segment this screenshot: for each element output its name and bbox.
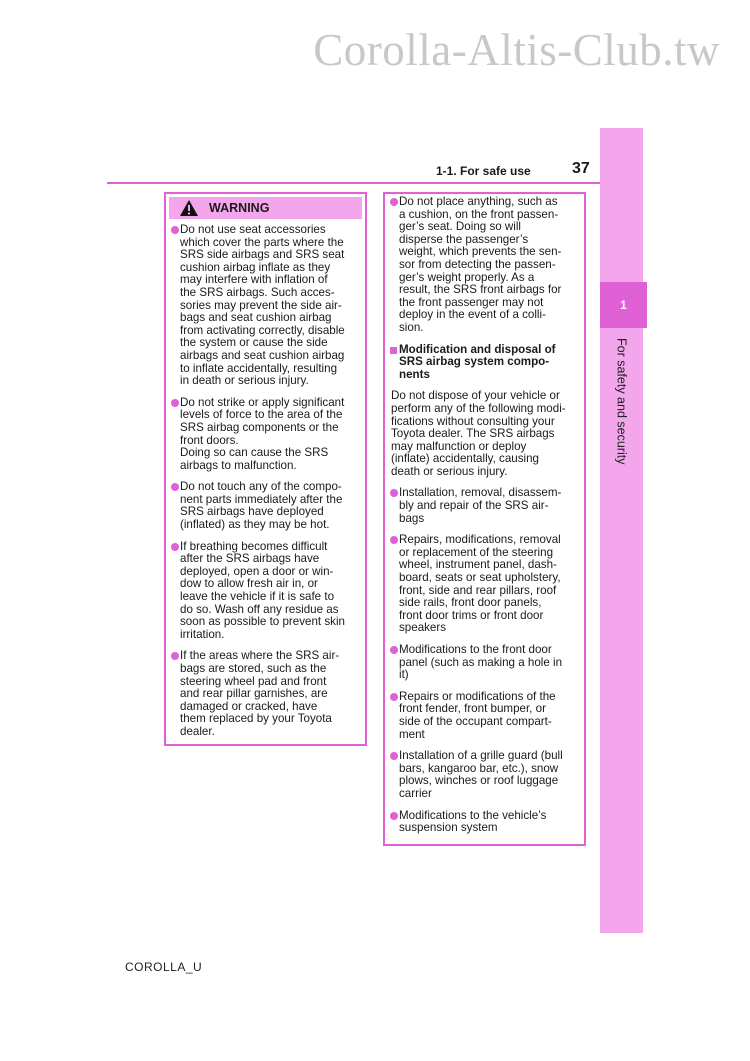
page-number: 37 xyxy=(572,160,590,177)
section-label: 1-1. For safe use xyxy=(436,164,531,178)
list-item: Modifications to the front door panel (such as making a hole in it) xyxy=(391,644,578,682)
chapter-side-tab xyxy=(600,128,643,933)
body-paragraph: Do not dispose of your vehicle or perform any of the following modi- fications without consulting your Toyota dealer. The SRS airbags may malfunction or deploy (inflate) accidentally, causing death or serious injury. xyxy=(391,389,566,478)
bullet-dot-icon xyxy=(390,646,398,654)
list-item: Modifications to the vehicle’s suspension system xyxy=(391,810,578,835)
warning-bullet: Do not use seat accessories which cover the parts where the SRS side airbags and SRS seat cushion airbag inflate as they may interfere with inflation of the SRS airbags. Such acces- sories may prevent the side air- bags and seat cushion airbag from activating correctly, disable the system or cause the side airbags and seat cushion airbag to inflate accidentally, resulting in death or serious injury. xyxy=(172,224,359,388)
square-bullet-icon xyxy=(390,347,397,354)
bullet-dot-icon xyxy=(171,226,179,234)
warning-bullet: If the areas where the SRS air- bags are stored, such as the steering wheel pad and front and rear pillar garnishes, are damaged or cracked, have them replaced by your Toyota dealer. xyxy=(172,650,359,738)
warning-box xyxy=(164,192,367,746)
warning-bullet: Do not touch any of the compo- nent parts immediately after the SRS airbags have deployed (inflated) as they may be hot. xyxy=(172,481,359,531)
bullet-dot-icon xyxy=(171,399,179,407)
warning-triangle-icon xyxy=(179,199,199,217)
chapter-title-vertical xyxy=(600,338,643,483)
subheading: Modification and disposal of SRS airbag system compo- nents xyxy=(391,344,578,382)
chapter-title: For safety and security xyxy=(614,338,629,465)
warning-bullet: Do not strike or apply significant levels of force to the area of the SRS airbag components or the front doors. Doing so can cause the SRS airbags to malfunction. xyxy=(172,397,359,473)
list-item: Repairs or modifications of the front fender, front bumper, or side of the occupant compart- ment xyxy=(391,691,578,741)
list-item: Installation of a grille guard (bull bars, kangaroo bar, etc.), snow plows, winches or roof luggage carrier xyxy=(391,750,578,800)
warning-bullet: If breathing becomes difficult after the SRS airbags have deployed, open a door or win- dow to allow fresh air in, or leave the vehicle if it is safe to do so. Wash off any residue as soon as possible to prevent skin irritation. xyxy=(172,541,359,642)
header-rule xyxy=(107,182,600,184)
warning-box-continued xyxy=(383,192,586,846)
warning-header xyxy=(169,197,362,219)
bullet-dot-icon xyxy=(390,536,398,544)
bullet-dot-icon xyxy=(390,812,398,820)
chapter-number-tab[interactable] xyxy=(600,282,647,328)
list-item: Installation, removal, disassem- bly and repair of the SRS air- bags xyxy=(391,487,578,525)
bullet-dot-icon xyxy=(171,543,179,551)
chapter-number: 1 xyxy=(620,298,627,312)
bullet-dot-icon xyxy=(171,652,179,660)
warning-bullet: Do not place anything, such as a cushion, on the front passen- ger’s seat. Doing so will disperse the passenger’s weight, which prevents the sen- sor from detecting the passen- ger’s weight properly. As a result, the SRS front airbags for the front passenger may not deploy in the event of a colli- sion. xyxy=(391,196,578,335)
bullet-dot-icon xyxy=(390,489,398,497)
bullet-dot-icon xyxy=(390,752,398,760)
footer-label: COROLLA_U xyxy=(125,960,203,974)
bullet-dot-icon xyxy=(171,483,179,491)
warning-label: WARNING xyxy=(209,201,270,215)
list-item: Repairs, modifications, removal or replacement of the steering wheel, instrument panel, dash- board, seats or seat upholstery, front, side and rear pillars, roof side rails, front door panels, front door trims or front door speakers xyxy=(391,534,578,635)
watermark: Corolla-Altis-Club.tw xyxy=(313,25,720,75)
bullet-dot-icon xyxy=(390,198,398,206)
bullet-dot-icon xyxy=(390,693,398,701)
